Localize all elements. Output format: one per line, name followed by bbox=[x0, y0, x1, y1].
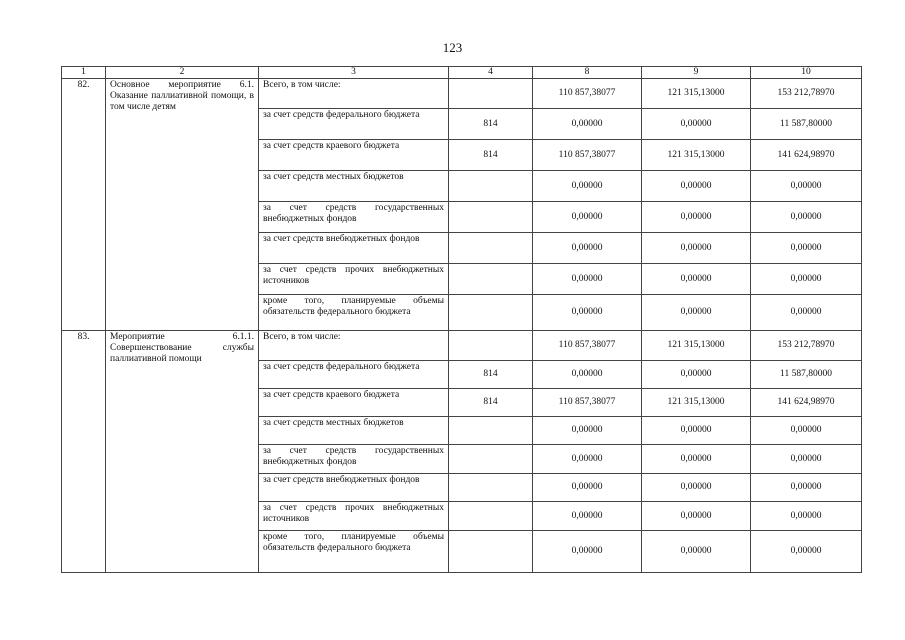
value-col-9: 0,00000 bbox=[642, 502, 751, 531]
value-col-10: 141 624,98970 bbox=[751, 389, 862, 417]
value-col-9: 0,00000 bbox=[642, 202, 751, 233]
funding-source: за счет средств федерального бюджета bbox=[259, 109, 449, 140]
funding-source: Всего, в том числе: bbox=[259, 331, 449, 361]
value-col-9: 121 315,13000 bbox=[642, 140, 751, 171]
value-col-9: 0,00000 bbox=[642, 264, 751, 295]
budget-code bbox=[449, 295, 533, 331]
budget-code bbox=[449, 474, 533, 502]
budget-code bbox=[449, 202, 533, 233]
value-col-9: 0,00000 bbox=[642, 531, 751, 573]
value-col-10: 0,00000 bbox=[751, 531, 862, 573]
value-col-10: 141 624,98970 bbox=[751, 140, 862, 171]
funding-source: за счет средств местных бюджетов bbox=[259, 171, 449, 202]
value-col-10: 0,00000 bbox=[751, 474, 862, 502]
header-cell: 2 bbox=[106, 67, 259, 79]
funding-source: кроме того, планируемые объемы обязательств федерального бюджета bbox=[259, 531, 449, 573]
value-col-9: 0,00000 bbox=[642, 233, 751, 264]
budget-code bbox=[449, 331, 533, 361]
funding-source: за счет средств федерального бюджета bbox=[259, 361, 449, 389]
funding-source: за счет средств прочих внебюджетных источников bbox=[259, 502, 449, 531]
funding-source: за счет средств государственных внебюджетных фондов bbox=[259, 202, 449, 233]
budget-code: 814 bbox=[449, 140, 533, 171]
measure-name: Основное мероприятие 6.1. Оказание паллиативной помощи, в том числе детям bbox=[106, 79, 259, 331]
value-col-10: 11 587,80000 bbox=[751, 109, 862, 140]
funding-source: за счет средств государственных внебюджетных фондов bbox=[259, 445, 449, 474]
header-cell: 10 bbox=[751, 67, 862, 79]
budget-code: 814 bbox=[449, 389, 533, 417]
value-col-8: 110 857,38077 bbox=[533, 79, 642, 109]
budget-code bbox=[449, 417, 533, 445]
value-col-9: 0,00000 bbox=[642, 445, 751, 474]
budget-code bbox=[449, 233, 533, 264]
header-row bbox=[62, 67, 862, 79]
budget-code bbox=[449, 79, 533, 109]
value-col-8: 110 857,38077 bbox=[533, 389, 642, 417]
value-col-10: 0,00000 bbox=[751, 295, 862, 331]
value-col-10: 0,00000 bbox=[751, 233, 862, 264]
value-col-8: 0,00000 bbox=[533, 202, 642, 233]
value-col-8: 110 857,38077 bbox=[533, 140, 642, 171]
value-col-8: 0,00000 bbox=[533, 474, 642, 502]
value-col-8: 0,00000 bbox=[533, 171, 642, 202]
value-col-10: 153 212,78970 bbox=[751, 331, 862, 361]
value-col-8: 110 857,38077 bbox=[533, 331, 642, 361]
funding-source: кроме того, планируемые объемы обязательств федерального бюджета bbox=[259, 295, 449, 331]
funding-source: за счет средств местных бюджетов bbox=[259, 417, 449, 445]
funding-source: за счет средств внебюджетных фондов bbox=[259, 233, 449, 264]
value-col-10: 0,00000 bbox=[751, 502, 862, 531]
table-row bbox=[62, 331, 862, 361]
budget-code bbox=[449, 264, 533, 295]
value-col-8: 0,00000 bbox=[533, 264, 642, 295]
budget-code bbox=[449, 171, 533, 202]
header-cell: 8 bbox=[533, 67, 642, 79]
budget-code bbox=[449, 445, 533, 474]
table-row bbox=[62, 79, 862, 109]
value-col-8: 0,00000 bbox=[533, 109, 642, 140]
budget-code: 814 bbox=[449, 109, 533, 140]
value-col-9: 0,00000 bbox=[642, 171, 751, 202]
value-col-9: 0,00000 bbox=[642, 361, 751, 389]
funding-source: Всего, в том числе: bbox=[259, 79, 449, 109]
value-col-10: 0,00000 bbox=[751, 202, 862, 233]
funding-source: за счет средств прочих внебюджетных источников bbox=[259, 264, 449, 295]
value-col-10: 11 587,80000 bbox=[751, 361, 862, 389]
value-col-8: 0,00000 bbox=[533, 502, 642, 531]
value-col-9: 121 315,13000 bbox=[642, 389, 751, 417]
value-col-10: 0,00000 bbox=[751, 445, 862, 474]
header-cell: 3 bbox=[259, 67, 449, 79]
funding-source: за счет средств краевого бюджета bbox=[259, 140, 449, 171]
budget-code: 814 bbox=[449, 361, 533, 389]
budget-table bbox=[61, 66, 862, 573]
value-col-8: 0,00000 bbox=[533, 417, 642, 445]
value-col-8: 0,00000 bbox=[533, 233, 642, 264]
value-col-8: 0,00000 bbox=[533, 295, 642, 331]
header-cell: 1 bbox=[62, 67, 106, 79]
value-col-8: 0,00000 bbox=[533, 361, 642, 389]
header-cell: 9 bbox=[642, 67, 751, 79]
page-number: 123 bbox=[442, 40, 463, 55]
measure-name: Мероприятие 6.1.1. Совершенствование службы паллиативной помощи bbox=[106, 331, 259, 573]
value-col-9: 0,00000 bbox=[642, 417, 751, 445]
value-col-10: 153 212,78970 bbox=[751, 79, 862, 109]
value-col-8: 0,00000 bbox=[533, 531, 642, 573]
value-col-9: 0,00000 bbox=[642, 295, 751, 331]
row-number: 82. bbox=[62, 79, 106, 331]
value-col-10: 0,00000 bbox=[751, 417, 862, 445]
funding-source: за счет средств краевого бюджета bbox=[259, 389, 449, 417]
value-col-10: 0,00000 bbox=[751, 264, 862, 295]
value-col-8: 0,00000 bbox=[533, 445, 642, 474]
value-col-9: 0,00000 bbox=[642, 474, 751, 502]
value-col-9: 121 315,13000 bbox=[642, 331, 751, 361]
budget-code bbox=[449, 531, 533, 573]
value-col-10: 0,00000 bbox=[751, 171, 862, 202]
value-col-9: 0,00000 bbox=[642, 109, 751, 140]
budget-code bbox=[449, 502, 533, 531]
funding-source: за счет средств внебюджетных фондов bbox=[259, 474, 449, 502]
value-col-9: 121 315,13000 bbox=[642, 79, 751, 109]
row-number: 83. bbox=[62, 331, 106, 573]
header-cell: 4 bbox=[449, 67, 533, 79]
